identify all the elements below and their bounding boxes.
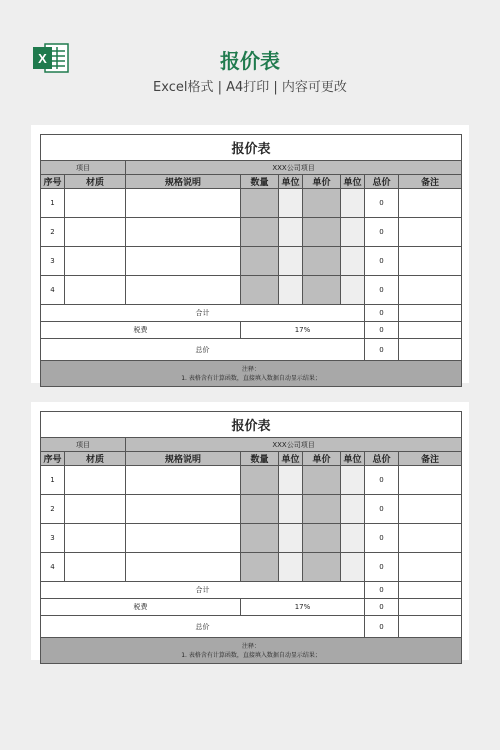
unit-cell-2[interactable] xyxy=(341,247,365,276)
row-total: 0 xyxy=(365,524,399,553)
unit-cell[interactable] xyxy=(279,218,303,247)
unit-cell[interactable] xyxy=(279,524,303,553)
unit-cell[interactable] xyxy=(279,495,303,524)
quantity-cell[interactable] xyxy=(241,276,279,305)
subtotal-row xyxy=(41,305,462,322)
spec-cell[interactable] xyxy=(126,189,241,218)
row-index: 3 xyxy=(41,524,65,553)
unit-price-cell[interactable] xyxy=(303,276,341,305)
unit-price-cell[interactable] xyxy=(303,495,341,524)
col-header-remarks: 备注 xyxy=(399,175,462,189)
row-index: 2 xyxy=(41,218,65,247)
remarks-cell[interactable] xyxy=(399,495,462,524)
notes-title: 注释： xyxy=(242,642,261,650)
subtotal-value: 0 xyxy=(365,305,399,322)
unit-price-cell[interactable] xyxy=(303,189,341,218)
col-header-material: 材质 xyxy=(65,452,126,466)
material-cell[interactable] xyxy=(65,247,126,276)
quantity-cell[interactable] xyxy=(241,218,279,247)
col-header-index: 序号 xyxy=(41,452,65,466)
spec-cell[interactable] xyxy=(126,553,241,582)
tax-row xyxy=(41,322,462,339)
material-cell[interactable] xyxy=(65,218,126,247)
quantity-cell[interactable] xyxy=(241,466,279,495)
col-header-unit-2: 单位 xyxy=(341,175,365,189)
row-index: 4 xyxy=(41,553,65,582)
quote-sheet-2 xyxy=(31,402,469,660)
table-title: 报价表 xyxy=(41,135,462,161)
row-index: 1 xyxy=(41,189,65,218)
remarks-cell[interactable] xyxy=(399,276,462,305)
material-cell[interactable] xyxy=(65,189,126,218)
svg-text:X: X xyxy=(38,51,47,66)
grand-total-row xyxy=(41,616,462,638)
subtotal-label: 合计 xyxy=(41,305,365,322)
col-header-total: 总价 xyxy=(365,175,399,189)
subtotal-row xyxy=(41,582,462,599)
material-cell[interactable] xyxy=(65,553,126,582)
grand-total-value: 0 xyxy=(365,616,399,638)
remarks-cell[interactable] xyxy=(399,466,462,495)
unit-cell[interactable] xyxy=(279,189,303,218)
material-cell[interactable] xyxy=(65,495,126,524)
table-title: 报价表 xyxy=(41,412,462,438)
quote-table xyxy=(40,134,462,387)
unit-cell-2[interactable] xyxy=(341,218,365,247)
quantity-cell[interactable] xyxy=(241,553,279,582)
row-total: 0 xyxy=(365,189,399,218)
remarks-cell[interactable] xyxy=(399,189,462,218)
grand-total-label: 总价 xyxy=(41,616,365,638)
row-total: 0 xyxy=(365,276,399,305)
subtotal-label: 合计 xyxy=(41,582,365,599)
row-total: 0 xyxy=(365,247,399,276)
col-header-quantity: 数量 xyxy=(241,175,279,189)
tax-label: 税费 xyxy=(41,322,241,339)
subtotal-remarks[interactable] xyxy=(399,305,462,322)
quantity-cell[interactable] xyxy=(241,247,279,276)
col-header-remarks: 备注 xyxy=(399,452,462,466)
project-label: 项目 xyxy=(41,161,126,175)
tax-row xyxy=(41,599,462,616)
subtotal-remarks[interactable] xyxy=(399,582,462,599)
material-cell[interactable] xyxy=(65,276,126,305)
unit-cell-2[interactable] xyxy=(341,553,365,582)
grand-total-remarks[interactable] xyxy=(399,616,462,638)
unit-price-cell[interactable] xyxy=(303,247,341,276)
project-value[interactable]: XXX公司项目 xyxy=(126,438,462,452)
col-header-unit-2: 单位 xyxy=(341,452,365,466)
col-header-unit-price: 单价 xyxy=(303,452,341,466)
unit-price-cell[interactable] xyxy=(303,553,341,582)
unit-cell[interactable] xyxy=(279,466,303,495)
material-cell[interactable] xyxy=(65,524,126,553)
notes-text: 1. 表格含有计算函数，直接填入数据自动显示结果； xyxy=(181,651,321,659)
row-total: 0 xyxy=(365,553,399,582)
unit-cell-2[interactable] xyxy=(341,189,365,218)
tax-value: 0 xyxy=(365,322,399,339)
tax-rate[interactable]: 17% xyxy=(241,322,365,339)
spec-cell[interactable] xyxy=(126,524,241,553)
tax-rate[interactable]: 17% xyxy=(241,599,365,616)
grand-total-remarks[interactable] xyxy=(399,339,462,361)
grand-total-row xyxy=(41,339,462,361)
tax-value: 0 xyxy=(365,599,399,616)
spec-cell[interactable] xyxy=(126,247,241,276)
table-row xyxy=(41,524,462,553)
table-row xyxy=(41,247,462,276)
unit-price-cell[interactable] xyxy=(303,524,341,553)
table-row xyxy=(41,553,462,582)
page-header xyxy=(0,0,500,110)
quote-table xyxy=(40,411,462,664)
grand-total-value: 0 xyxy=(365,339,399,361)
page-subtitle: Excel格式 | A4打印 | 内容可更改 xyxy=(153,80,347,95)
quantity-cell[interactable] xyxy=(241,189,279,218)
remarks-cell[interactable] xyxy=(399,524,462,553)
notes-row xyxy=(41,361,462,387)
tax-label: 税费 xyxy=(41,599,241,616)
col-header-material: 材质 xyxy=(65,175,126,189)
notes-cell xyxy=(41,361,462,387)
quantity-cell[interactable] xyxy=(241,495,279,524)
col-header-index: 序号 xyxy=(41,175,65,189)
unit-cell-2[interactable] xyxy=(341,524,365,553)
subtotal-value: 0 xyxy=(365,582,399,599)
row-index: 4 xyxy=(41,276,65,305)
spec-cell[interactable] xyxy=(126,466,241,495)
quote-sheet-1 xyxy=(31,125,469,383)
unit-cell-2[interactable] xyxy=(341,276,365,305)
project-label: 项目 xyxy=(41,438,126,452)
col-header-unit: 单位 xyxy=(279,175,303,189)
unit-cell[interactable] xyxy=(279,276,303,305)
material-cell[interactable] xyxy=(65,466,126,495)
col-header-unit: 单位 xyxy=(279,452,303,466)
row-index: 3 xyxy=(41,247,65,276)
table-row xyxy=(41,276,462,305)
unit-cell[interactable] xyxy=(279,247,303,276)
tax-remarks[interactable] xyxy=(399,599,462,616)
col-header-spec: 规格说明 xyxy=(126,175,241,189)
quantity-cell[interactable] xyxy=(241,524,279,553)
remarks-cell[interactable] xyxy=(399,247,462,276)
col-header-spec: 规格说明 xyxy=(126,452,241,466)
table-row xyxy=(41,218,462,247)
spec-cell[interactable] xyxy=(126,218,241,247)
grand-total-label: 总价 xyxy=(41,339,365,361)
notes-title: 注释： xyxy=(242,365,261,373)
table-row xyxy=(41,466,462,495)
col-header-quantity: 数量 xyxy=(241,452,279,466)
spec-cell[interactable] xyxy=(126,495,241,524)
col-header-unit-price: 单价 xyxy=(303,175,341,189)
project-value[interactable]: XXX公司项目 xyxy=(126,161,462,175)
notes-cell xyxy=(41,638,462,664)
row-total: 0 xyxy=(365,495,399,524)
table-row xyxy=(41,495,462,524)
row-total: 0 xyxy=(365,218,399,247)
tax-remarks[interactable] xyxy=(399,322,462,339)
notes-text: 1. 表格含有计算函数，直接填入数据自动显示结果； xyxy=(181,374,321,382)
row-index: 2 xyxy=(41,495,65,524)
notes-row xyxy=(41,638,462,664)
page-title: 报价表 xyxy=(220,49,280,73)
col-header-total: 总价 xyxy=(365,452,399,466)
unit-price-cell[interactable] xyxy=(303,218,341,247)
unit-cell-2[interactable] xyxy=(341,466,365,495)
row-total: 0 xyxy=(365,466,399,495)
spec-cell[interactable] xyxy=(126,276,241,305)
remarks-cell[interactable] xyxy=(399,218,462,247)
unit-price-cell[interactable] xyxy=(303,466,341,495)
row-index: 1 xyxy=(41,466,65,495)
remarks-cell[interactable] xyxy=(399,553,462,582)
table-row xyxy=(41,189,462,218)
unit-cell[interactable] xyxy=(279,553,303,582)
unit-cell-2[interactable] xyxy=(341,495,365,524)
